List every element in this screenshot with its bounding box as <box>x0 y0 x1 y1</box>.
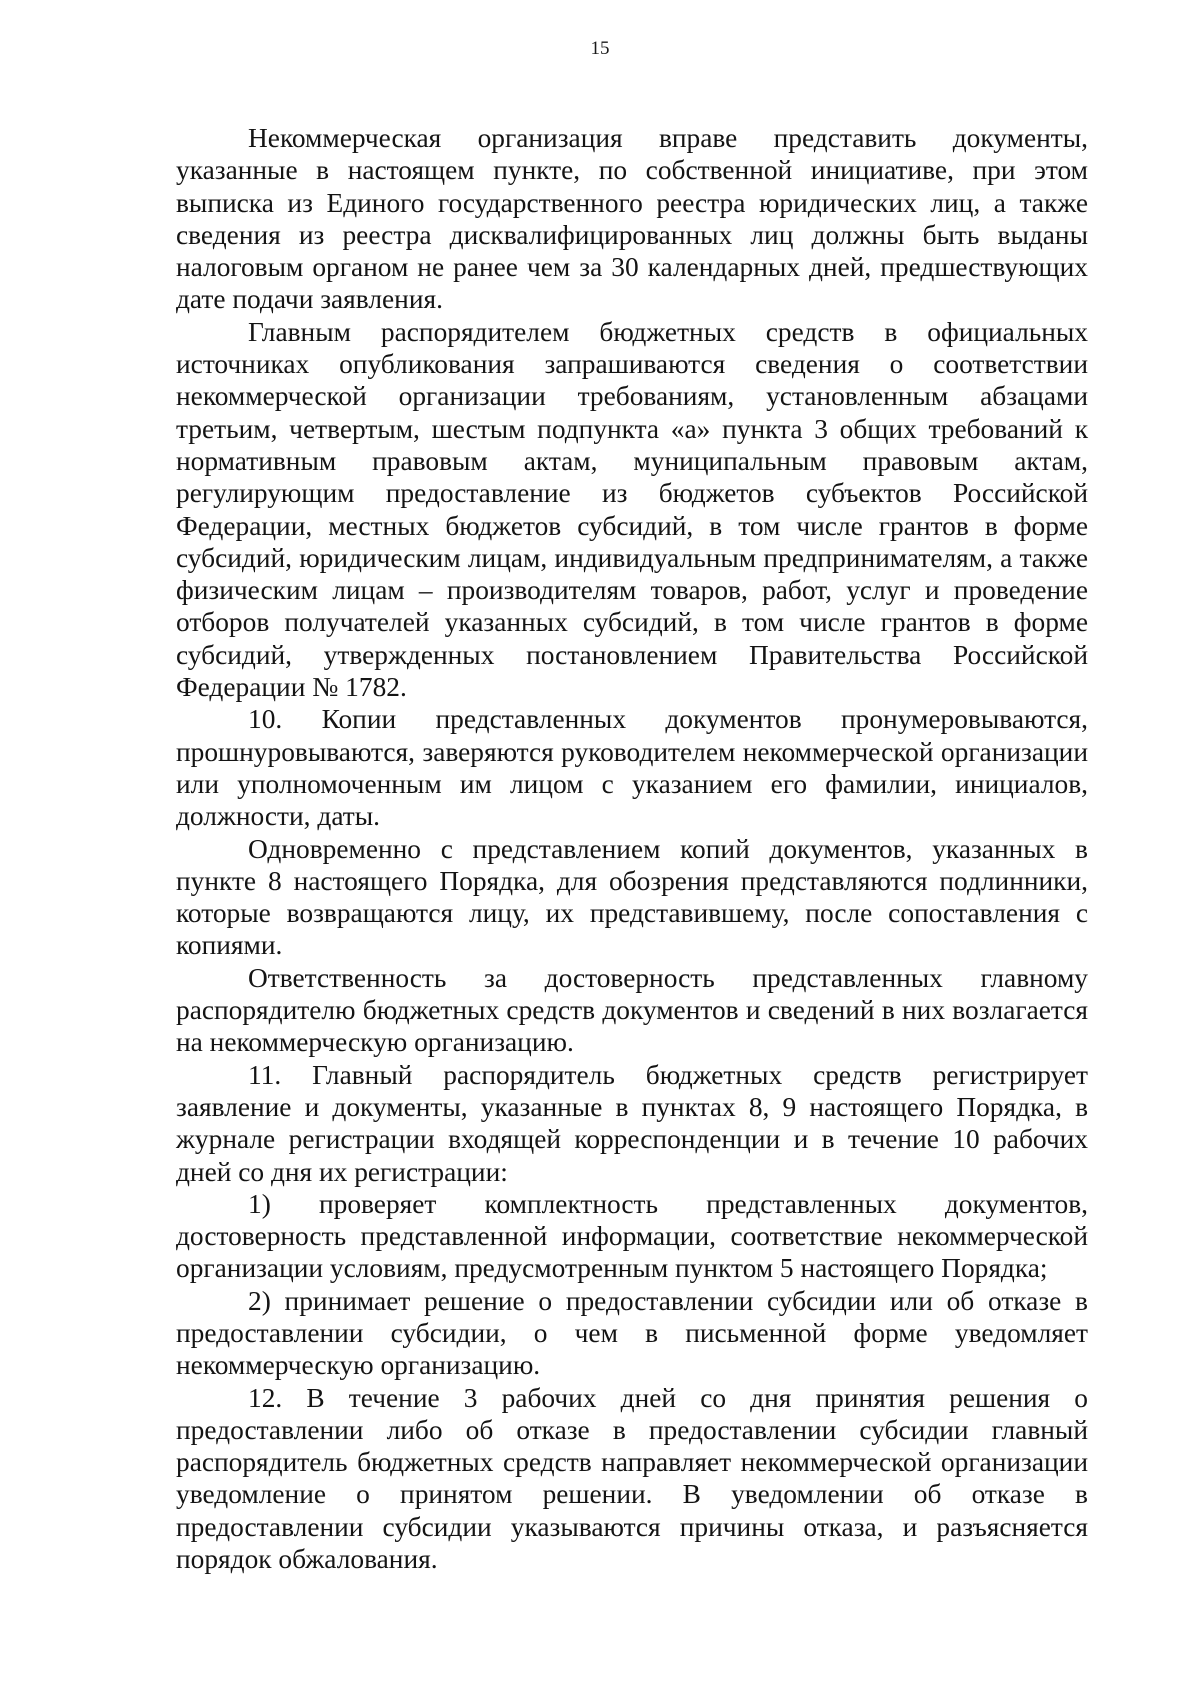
paragraph-documents-initiative: Некоммерческая организация вправе представить документы, указанные в настоящем пункте, по собственной инициативе, при этом выписка из Единого государственного реестра юридических лиц, а также сведения из реестра дисквалифицированных лиц должны быть выданы налоговым органом не ранее чем за 30 календарных дней, предшествующих дате подачи заявления. <box>176 123 1088 315</box>
paragraph-responsibility: Ответственность за достоверность представленных главному распорядителю бюджетных средств документов и сведений в них возлагается на некоммерческую организацию. <box>176 962 1088 1058</box>
page-number: 15 <box>590 38 610 59</box>
document-body <box>176 122 1088 1575</box>
paragraph-requested-information: Главным распорядителем бюджетных средств в официальных источниках опубликования запрашиваются сведения о соответствии некоммерческой организации требованиям, установленным абзацами третьим, четвертым, шестым подпункта «а» пункта 3 общих требований к нормативным правовым актам, муниципальным правовым актам, регулирующим предоставление из бюджетов субъектов Российской Федерации, местных бюджетов субсидий, в том числе грантов в форме субсидий, юридическим лицам, индивидуальным предпринимателям, а также физическим лицам – производителям товаров, работ, услуг и проведение отборов получателей указанных субсидий, в том числе грантов в форме субсидий, утвержденных постановлением Правительства Российской Федерации № 1782. <box>176 316 1088 703</box>
paragraph-item-11-sub-2: 2) принимает решение о предоставлении субсидии или об отказе в предоставлении субсидии, о чем в письменной форме уведомляет некоммерческую организацию. <box>176 1285 1088 1381</box>
paragraph-item-12: 12. В течение 3 рабочих дней со дня принятия решения о предоставлении либо об отказе в предоставлении субсидии главный распорядитель бюджетных средств направляет некоммерческой организации уведомление о принятом решении. В уведомлении об отказе в предоставлении субсидии указываются причины отказа, и разъясняется порядок обжалования. <box>176 1382 1088 1575</box>
paragraph-originals: Одновременно с представлением копий документов, указанных в пункте 8 настоящего Порядка, для обозрения представляются подлинники, которые возвращаются лицу, их представившему, после сопоставления с копиями. <box>176 833 1088 961</box>
paragraph-item-10: 10. Копии представленных документов пронумеровываются, прошнуровываются, заверяются руководителем некоммерческой организации или уполномоченным им лицом с указанием его фамилии, инициалов, должности, даты. <box>176 704 1088 832</box>
paragraph-item-11: 11. Главный распорядитель бюджетных средств регистрирует заявление и документы, указанные в пунктах 8, 9 настоящего Порядка, в журнале регистрации входящей корреспонденции и в течение 10 рабочих дней со дня их регистрации: <box>176 1059 1088 1187</box>
paragraph-item-11-sub-1: 1) проверяет комплектность представленных документов, достоверность представленной информации, соответствие некоммерческой организации условиям, предусмотренным пунктом 5 настоящего Порядка; <box>176 1188 1088 1284</box>
